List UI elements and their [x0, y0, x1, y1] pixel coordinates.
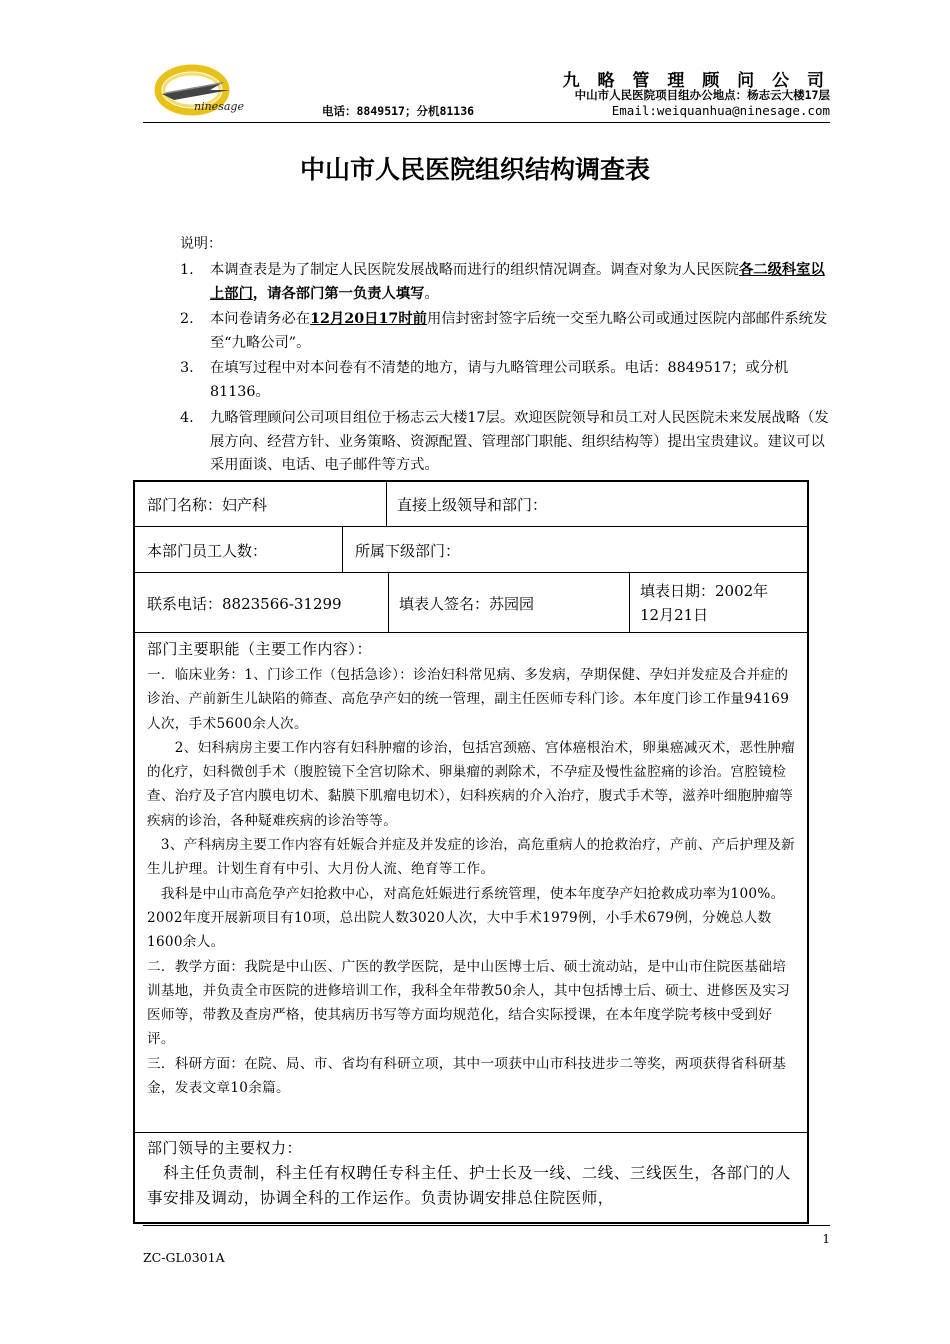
header-divider	[143, 122, 830, 123]
phone-line: 电话：8849517；分机81136	[322, 104, 475, 118]
duties-title: 部门主要职能（主要工作内容）：	[147, 640, 373, 658]
subordinate-depts-field[interactable]: 所属下级部门：	[355, 542, 461, 560]
power-title: 部门领导的主要权力：	[147, 1139, 303, 1157]
page-title: 中山市人民医院组织结构调查表	[299, 155, 650, 184]
footer-divider	[143, 1225, 830, 1226]
superior-field[interactable]: 直接上级领导和部门：	[397, 496, 548, 514]
office-address: 中山市人民医院项目组办公地点：杨志云大楼17层	[574, 88, 830, 102]
dept-name-field[interactable]: 部门名称：妇产科	[147, 496, 268, 514]
logo-text: ninesage	[194, 100, 244, 113]
note-item: 2. 本问卷请务必在12月20日17时前用信封密封签字后统一交至九略公司或通过医院内部邮件系统发至“九略公司”。	[180, 311, 828, 351]
company-logo	[152, 60, 272, 118]
fill-date-field[interactable]: 填表日期：2002年 12月21日	[640, 582, 769, 624]
survey-form-table	[133, 480, 809, 1224]
email-line: Email:weiquanhua@ninesage.com	[611, 103, 830, 118]
note-item: 1. 本调查表是为了制定人民医院发展战略而进行的组织情况调查。调查对象为人民医院各二级科室以上部门，请各部门第一负责人填写。	[180, 262, 825, 302]
duties-text[interactable]: 一．临床业务：1、门诊工作（包括急诊）：诊治妇科常见病、多发病，孕期保健、孕妇并发症及合并症的诊治、产前新生儿缺陷的筛查、高危孕产妇的统一管理，副主任医师专科门诊。本年度门诊工作量94169人次，手术5600余人次。 2、妇科病房主要工作内容有妇科肿瘤的诊治，包括宫颈癌、宫体癌根治术，卵巢癌减灭术，恶性肿瘤的化疗，妇科微创手术（腹腔镜下全宫切除术、卵巢瘤的剥除术，不孕症及慢性盆腔痛的诊治。宫腔镜检查、治疗及子宫内膜电切术、黏膜下肌瘤电切术），妇科疾病的介入治疗，腹式手术等，滋养叶细胞肿瘤等疾病的诊治，各种疑难疾病的诊治等等。 3、产科病房主要工作内容有妊娠合并症及并发症的诊治，高危重病人的抢救治疗，产前、产后护理及新生儿护理。计划生育有中引、大月份人流、绝育等工作。 我科是中山市高危孕产妇抢救中心，对高危妊娠进行系统管理，使本年度孕产妇抢救成功率为100%。2002年度开展新项目有10项，总出院人数3020人次，大中手术1979例，小手术679例，分娩总人数1600余人。 二．教学方面：我院是中山医、广医的教学医院，是中山医博士后、硕士流动站，是中山市住院医基础培训基地，并负责全市医院的进修培训工作，我科全年带教50余人，其中包括博士后、硕士、进修医及实习医师等，带教及查房严格，使其病历书写等方面均规范化，结合实际授课，在本年度学院考核中受到好评。 三．科研方面：在院、局、市、省均有科研立项，其中一项获中山市科技进步二等奖，两项获得省科研基金，发表文章10余篇。	[147, 667, 796, 1097]
staff-count-field[interactable]: 本部门员工人数：	[147, 542, 268, 560]
notes-label: 说明：	[180, 236, 222, 252]
power-text[interactable]: 科主任负责制，科主任有权聘任专科主任、护士长及一线、二线、三线医生，各部门的人事安排及调动，协调全科的工作运作。负责协调安排总住院医师，	[147, 1164, 792, 1207]
page-number: 1	[822, 1232, 830, 1246]
document-id: ZC-GL0301A	[143, 1250, 225, 1265]
filler-signature-field[interactable]: 填表人签名：苏园园	[399, 595, 535, 613]
company-name: 九 略 管 理 顾 问 公 司	[562, 71, 830, 91]
note-item: 4. 九略管理顾问公司项目组位于杨志云大楼17层。欢迎医院领导和员工对人民医院未来发展战略（发展方向、经营方针、业务策略、资源配置、管理部门职能、组织结构等）提出宝贵建议。建议可以采用面谈、电话、电子邮件等方式。	[180, 410, 829, 473]
note-item: 3. 在填写过程中对本问卷有不清楚的地方，请与九略管理公司联系。电话：8849517；或分机81136。	[180, 360, 789, 400]
contact-phone-field[interactable]: 联系电话：8823566-31299	[147, 595, 342, 613]
